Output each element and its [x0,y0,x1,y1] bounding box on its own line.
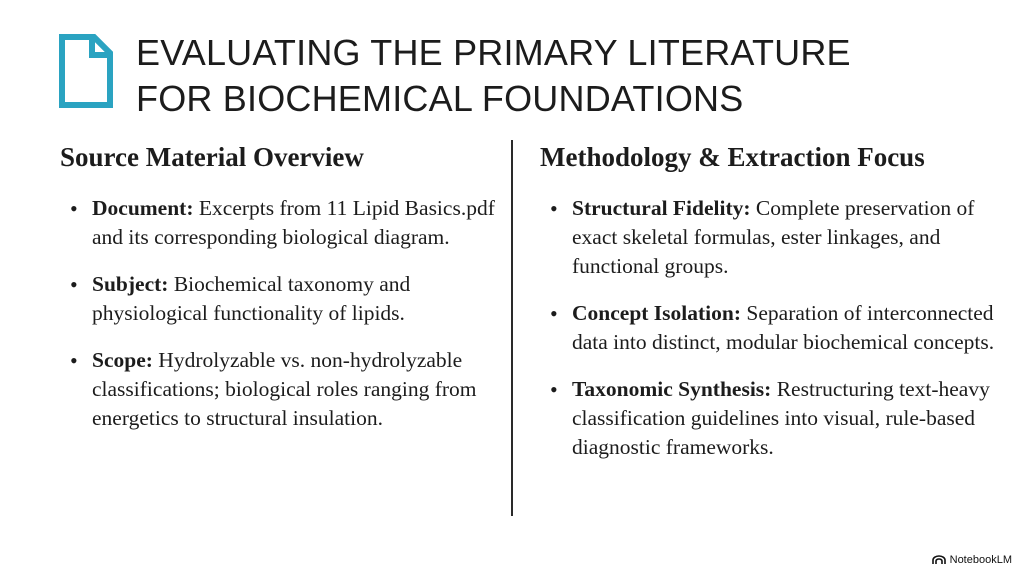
column-heading: Source Material Overview [60,142,364,172]
source-overview-column [60,140,500,451]
item-term: Concept Isolation: [572,301,742,325]
item-text: Biochemical taxonomy and physiological functionality of lipids. [92,272,411,325]
list-item [540,194,1000,281]
item-term: Structural Fidelity: [572,196,751,220]
list-item [60,346,500,433]
column-heading: Methodology & Extraction Focus [540,142,925,172]
bullet-list [60,194,500,433]
notebooklm-logo-icon [932,555,946,565]
methodology-column [540,140,1000,480]
item-text: Complete preservation of exact skeletal formulas, ester linkages, and functional groups. [572,196,975,278]
list-item [540,375,1000,462]
list-item [540,299,1000,357]
item-text: Restructuring text-heavy classification guidelines into visual, rule-based diagnostic frameworks. [572,377,990,459]
list-item [60,194,500,252]
slide-header [58,30,851,122]
item-term: Subject: [92,272,169,296]
document-icon [58,33,114,109]
slide-title [136,30,851,122]
title-line-2: FOR BIOCHEMICAL FOUNDATIONS [136,78,744,119]
bullet-list [540,194,1000,462]
title-line-1: EVALUATING THE PRIMARY LITERATURE [136,32,851,73]
item-text: Separation of interconnected data into distinct, modular biochemical concepts. [572,301,995,354]
brand-label: NotebookLM [949,554,1012,566]
notebooklm-watermark [932,554,1012,566]
item-term: Document: [92,196,194,220]
item-text: Excerpts from 11 Lipid Basics.pdf and its corresponding biological diagram. [92,196,495,249]
item-term: Taxonomic Synthesis: [572,377,772,401]
list-item [60,270,500,328]
item-text: Hydrolyzable vs. non-hydrolyzable classifications; biological roles ranging from energetics to structural insulation. [92,348,477,430]
item-term: Scope: [92,348,153,372]
column-divider [511,140,513,516]
